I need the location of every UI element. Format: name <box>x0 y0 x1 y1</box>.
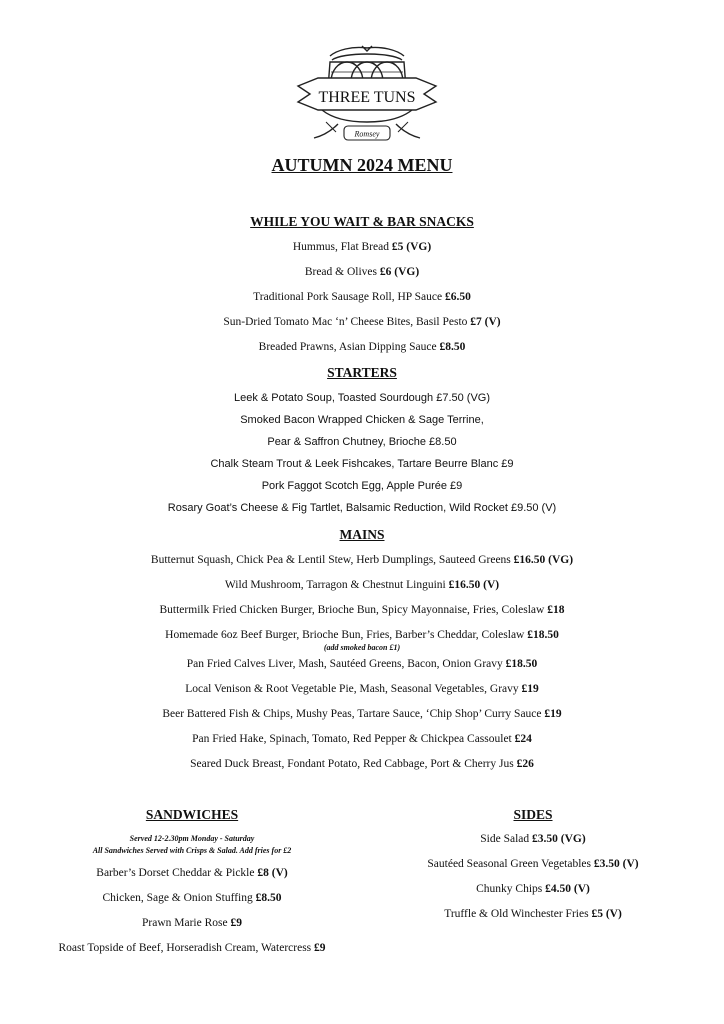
menu-item: Pear & Saffron Chutney, Brioche £8.50 <box>267 436 457 448</box>
menu-item: Beer Battered Fish & Chips, Mushy Peas, Tartare Sauce, ‘Chip Shop’ Curry Sauce £19 <box>162 708 562 720</box>
menu-item: Pan Fried Calves Liver, Mash, Sautéed Greens, Bacon, Onion Gravy £18.50 <box>186 658 538 670</box>
menu-item: Homemade 6oz Beef Burger, Brioche Bun, Fries, Barber’s Cheddar, Coleslaw £18.50 <box>165 629 559 641</box>
menu-item: Traditional Pork Sausage Roll, HP Sauce £6.50 <box>253 291 471 303</box>
sides-heading: SIDES <box>513 807 553 822</box>
burger-note: (add smoked bacon £1) <box>323 643 401 652</box>
menu-item: Pan Fried Hake, Spinach, Tomato, Red Pepper & Chickpea Cassoulet £24 <box>192 733 532 745</box>
menu-item: Local Venison & Root Vegetable Pie, Mash, Seasonal Vegetables, Gravy £19 <box>185 683 539 695</box>
menu-title: AUTUMN 2024 MENU <box>271 155 453 175</box>
menu-item: Side Salad £3.50 (VG) <box>480 833 586 845</box>
three-tuns-logo <box>292 42 442 144</box>
logo-name: THREE TUNS <box>318 89 416 106</box>
menu-item: Hummus, Flat Bread £5 (VG) <box>292 241 432 253</box>
mains-heading: MAINS <box>339 527 385 542</box>
menu-item: Truffle & Old Winchester Fries £5 (V) <box>444 908 622 920</box>
menu-item: Breaded Prawns, Asian Dipping Sauce £8.50 <box>258 341 466 353</box>
menu-item: Leek & Potato Soup, Toasted Sourdough £7.50 (VG) <box>233 392 491 404</box>
menu-item: Sautéed Seasonal Green Vegetables £3.50 (V) <box>427 858 639 870</box>
menu-item: Prawn Marie Rose £9 <box>142 917 242 929</box>
menu-item: Wild Mushroom, Tarragon & Chestnut Linguini £16.50 (V) <box>224 579 500 591</box>
menu-item: Chunky Chips £4.50 (V) <box>476 883 590 895</box>
menu-item: Sun-Dried Tomato Mac ‘n’ Cheese Bites, Basil Pesto £7 (V) <box>223 316 501 328</box>
menu-item: Smoked Bacon Wrapped Chicken & Sage Terrine, <box>240 414 484 426</box>
menu-item: Barber’s Dorset Cheddar & Pickle £8 (V) <box>96 867 288 879</box>
sandwiches-note-hours: Served 12-2.30pm Monday - Saturday <box>129 834 255 843</box>
sandwiches-heading: SANDWICHES <box>145 807 239 822</box>
snacks-heading: WHILE YOU WAIT & BAR SNACKS <box>250 214 474 229</box>
menu-item: Chicken, Sage & Onion Stuffing £8.50 <box>102 892 282 904</box>
logo-sub: Romsey <box>354 129 380 139</box>
menu-item: Rosary Goat’s Cheese & Fig Tartlet, Balsamic Reduction, Wild Rocket £9.50 (V) <box>167 502 557 514</box>
menu-item: Buttermilk Fried Chicken Burger, Brioche Bun, Spicy Mayonnaise, Fries, Coleslaw £18 <box>159 604 565 616</box>
menu-item: Pork Faggot Scotch Egg, Apple Purée £9 <box>261 480 463 492</box>
starters-heading: STARTERS <box>327 365 397 380</box>
sandwiches-note-served: All Sandwiches Served with Crisps & Salad. Add fries for £2 <box>92 846 292 855</box>
menu-item: Roast Topside of Beef, Horseradish Cream, Watercress £9 <box>58 942 326 954</box>
menu-item: Seared Duck Breast, Fondant Potato, Red Cabbage, Port & Cherry Jus £26 <box>190 758 534 770</box>
menu-item: Butternut Squash, Chick Pea & Lentil Stew, Herb Dumplings, Sauteed Greens £16.50 (VG) <box>150 554 574 566</box>
menu-item: Chalk Steam Trout & Leek Fishcakes, Tartare Beurre Blanc £9 <box>210 458 514 470</box>
menu-item: Bread & Olives £6 (VG) <box>304 266 420 278</box>
